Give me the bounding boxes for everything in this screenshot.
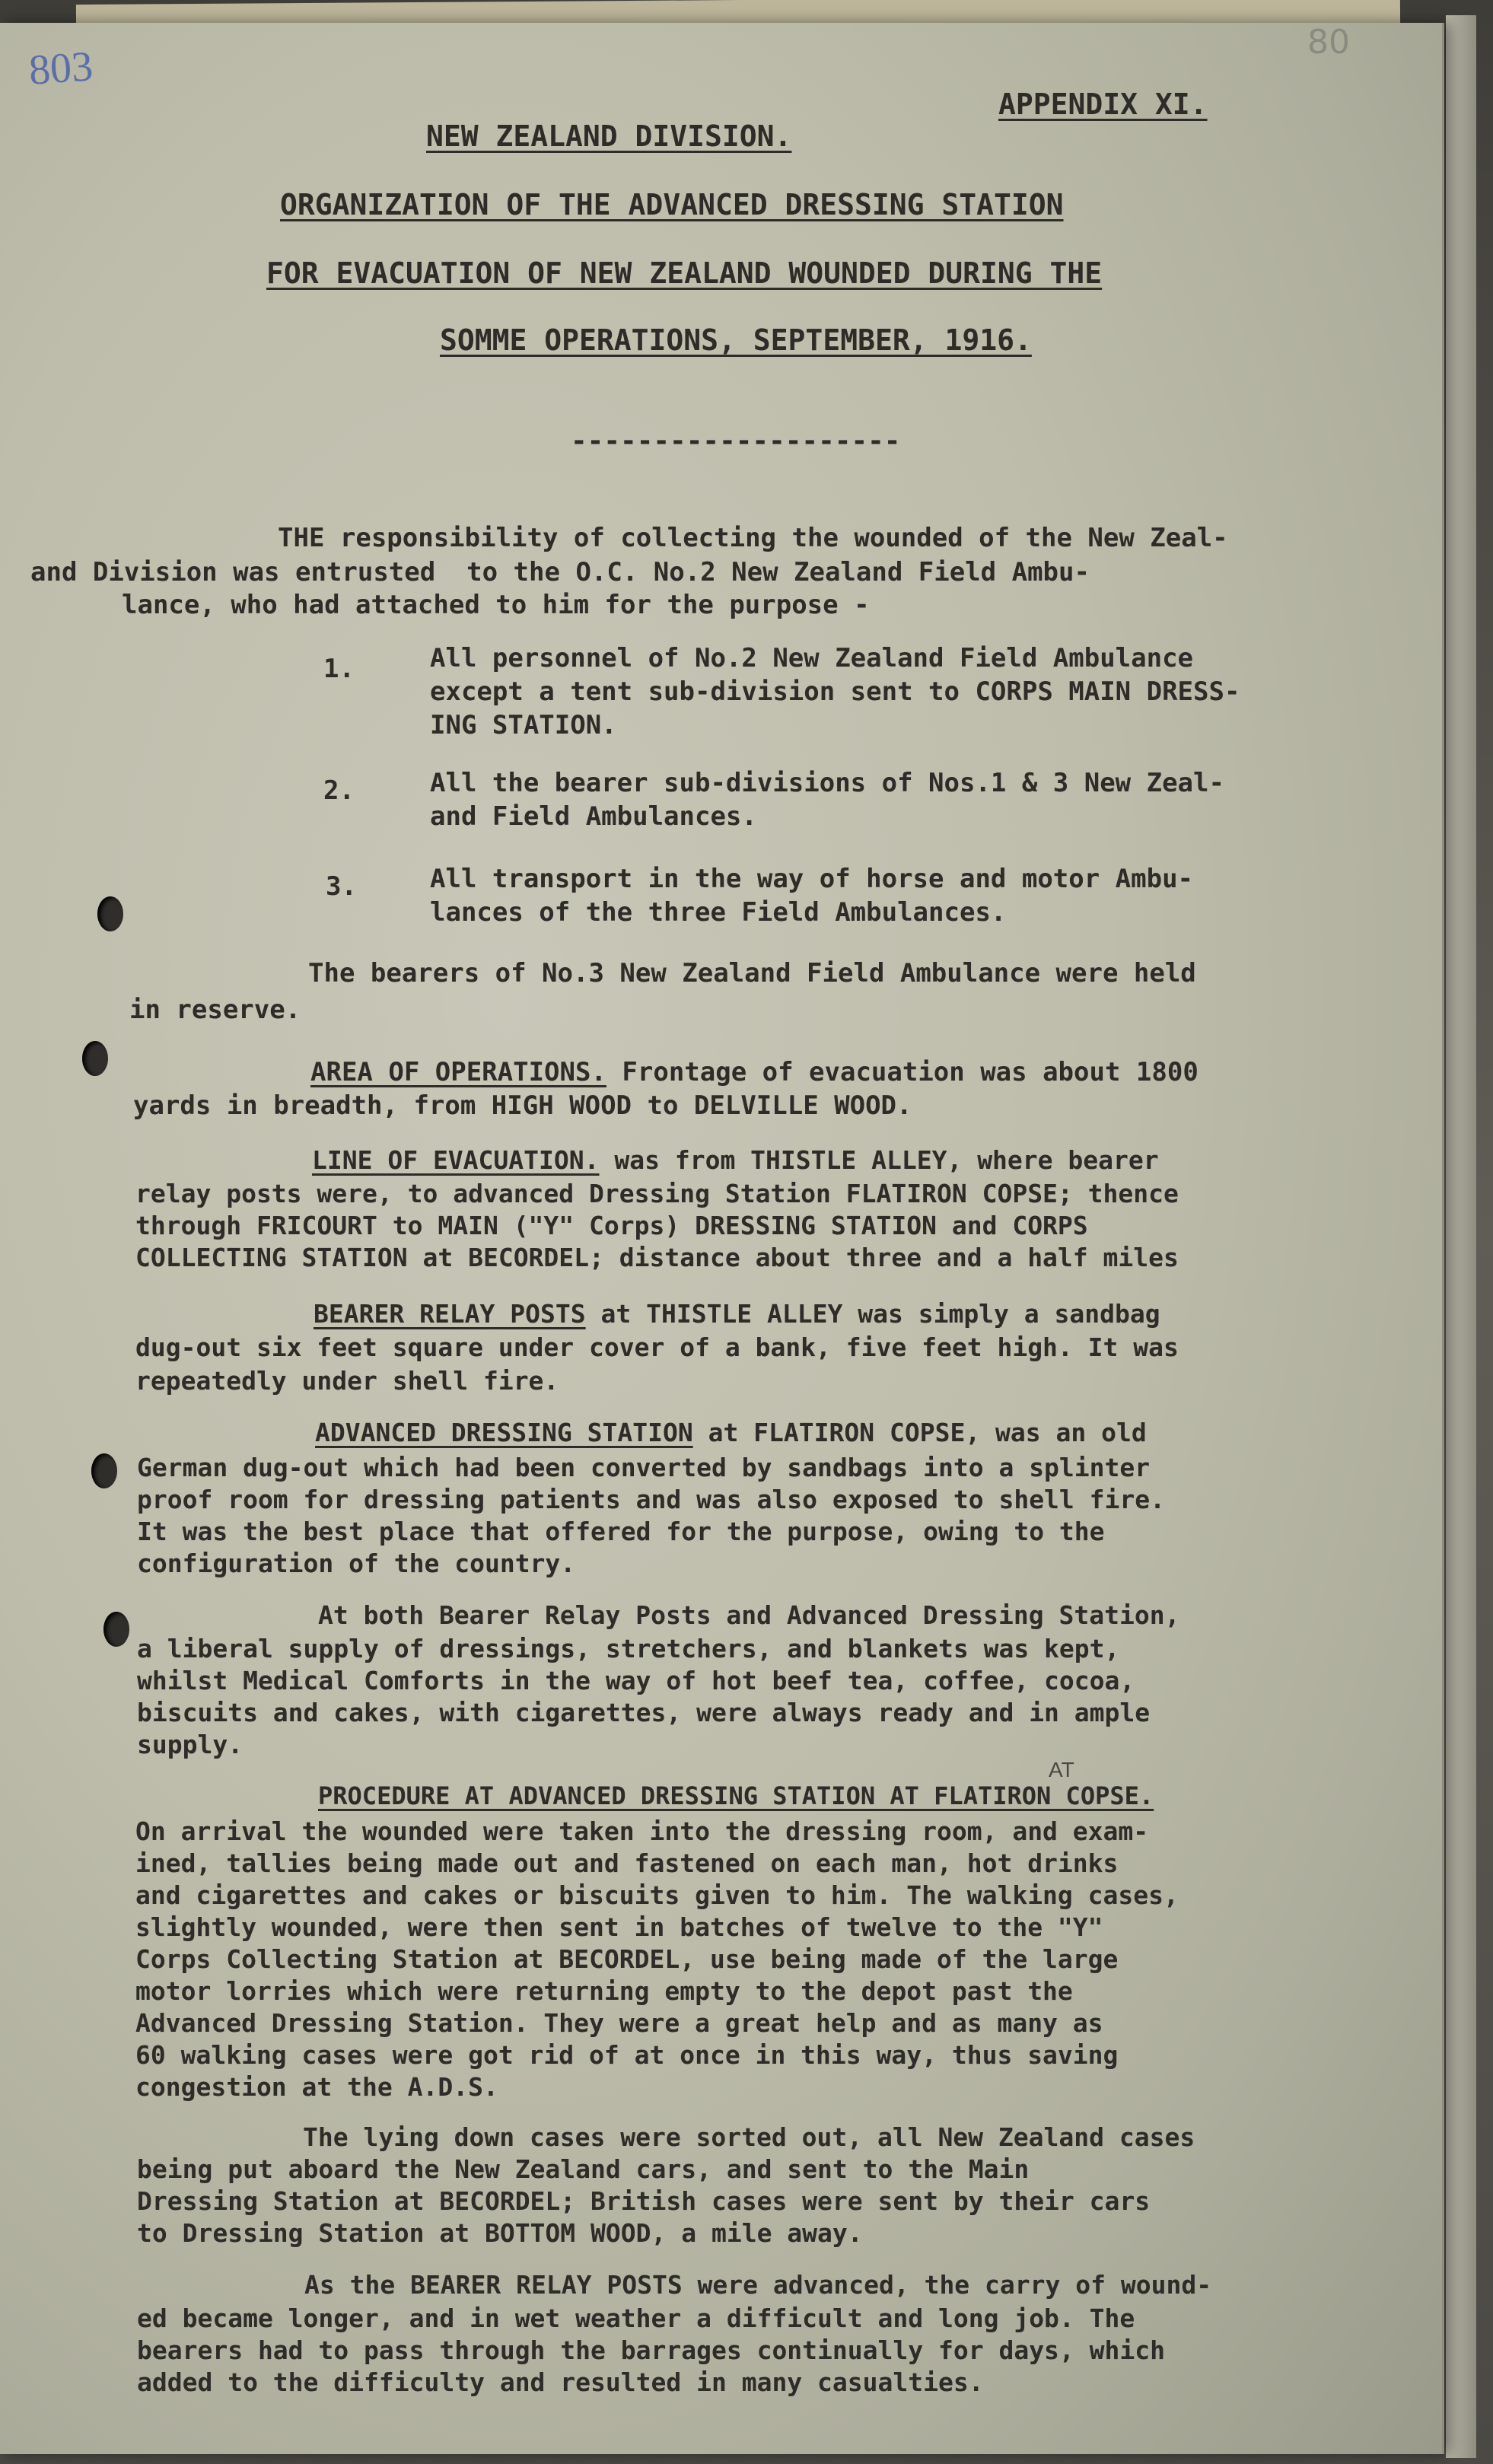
title-line-2: ORGANIZATION OF THE ADVANCED DRESSING STATION bbox=[280, 188, 1064, 221]
procedure-heading: PROCEDURE AT ADVANCED DRESSING STATION AT FLATIRON COPSE. bbox=[318, 1781, 1154, 1810]
relay-line: repeatedly under shell fire. bbox=[135, 1366, 559, 1396]
evac-line: relay posts were, to advanced Dressing Station FLATIRON COPSE; thence bbox=[135, 1179, 1179, 1208]
ads-paragraph-first-line bbox=[315, 1420, 1147, 1445]
area-paragraph-first-line bbox=[310, 1059, 1199, 1085]
punch-hole bbox=[82, 1041, 108, 1076]
procedure-line: slightly wounded, were then sent in batches of twelve to the "Y" bbox=[135, 1912, 1103, 1942]
relay-line: dug-out six feet square under cover of a bank, five feet high. It was bbox=[135, 1332, 1179, 1362]
title-line-3: FOR EVACUATION OF NEW ZEALAND WOUNDED DURING THE bbox=[266, 256, 1103, 290]
list-item-line: All transport in the way of horse and motor Ambu- bbox=[430, 864, 1194, 894]
ads-first-rest: at FLATIRON COPSE, was an old bbox=[692, 1418, 1147, 1447]
relay-paragraph-first-line bbox=[314, 1299, 1160, 1329]
evac-line: COLLECTING STATION at BECORDEL; distance about three and a half miles bbox=[135, 1243, 1179, 1272]
area-line: yards in breadth, from HIGH WOOD to DELVILLE WOOD. bbox=[133, 1090, 912, 1121]
handwritten-at: AT bbox=[1049, 1758, 1074, 1781]
evac-paragraph-first-line bbox=[312, 1145, 1159, 1175]
ads-line: It was the best place that offered for the purpose, owing to the bbox=[137, 1517, 1105, 1546]
area-heading: AREA OF OPERATIONS. bbox=[310, 1057, 606, 1087]
lying-line: being put aboard the New Zealand cars, and sent to the Main bbox=[137, 2154, 1030, 2184]
reserve-line: in reserve. bbox=[129, 995, 301, 1025]
supply-line: supply. bbox=[137, 1730, 244, 1759]
procedure-line: Corps Collecting Station at BECORDEL, use being made of the large bbox=[135, 1944, 1119, 1974]
supply-line: a liberal supply of dressings, stretchers, and blankets was kept, bbox=[137, 1634, 1120, 1663]
supply-line: biscuits and cakes, with cigarettes, were always ready and in ample bbox=[137, 1698, 1151, 1727]
procedure-line: congestion at the A.D.S. bbox=[135, 2072, 498, 2102]
stamp-number: 803 bbox=[27, 43, 95, 94]
supply-line: whilst Medical Comforts in the way of hot beef tea, coffee, cocoa, bbox=[137, 1666, 1135, 1695]
evac-first-rest: was from THISTLE ALLEY, where bearer bbox=[599, 1145, 1159, 1175]
ads-line: configuration of the country. bbox=[137, 1549, 576, 1578]
final-line: added to the difficulty and resulted in many casualties. bbox=[137, 2367, 984, 2397]
list-number: 3. bbox=[326, 871, 357, 902]
ads-heading: ADVANCED DRESSING STATION bbox=[315, 1418, 693, 1447]
list-item-line: All personnel of No.2 New Zealand Field Ambulance bbox=[430, 643, 1194, 673]
list-item-line: except a tent sub-division sent to CORPS MAIN DRESS- bbox=[430, 676, 1240, 707]
punch-hole bbox=[97, 896, 123, 931]
evac-heading: LINE OF EVACUATION. bbox=[312, 1145, 600, 1175]
intro-line: and Division was entrusted to the O.C. No.2 New Zealand Field Ambu- bbox=[30, 557, 1090, 587]
lying-line: The lying down cases were sorted out, all New Zealand cases bbox=[303, 2122, 1195, 2152]
page-edge bbox=[1446, 15, 1476, 2458]
procedure-line: 60 walking cases were got rid of at once in this way, thus saving bbox=[135, 2040, 1119, 2070]
final-line: bearers had to pass through the barrages continually for days, which bbox=[137, 2335, 1166, 2365]
final-line: ed became longer, and in wet weather a difficult and long job. The bbox=[137, 2303, 1135, 2333]
list-number: 1. bbox=[323, 654, 355, 684]
ads-line: proof room for dressing patients and was also exposed to shell fire. bbox=[137, 1485, 1166, 1514]
punch-hole bbox=[91, 1453, 117, 1488]
relay-first-rest: at THISTLE ALLEY was simply a sandbag bbox=[585, 1299, 1160, 1329]
punch-hole bbox=[103, 1612, 129, 1647]
list-item-line: All the bearer sub-divisions of Nos.1 & 3 New Zeal- bbox=[430, 768, 1224, 798]
intro-line: lance, who had attached to him for the purpose - bbox=[122, 590, 870, 620]
procedure-line: motor lorries which were returning empty to the depot past the bbox=[135, 1976, 1073, 2006]
title-line-4: SOMME OPERATIONS, SEPTEMBER, 1916. bbox=[440, 323, 1032, 357]
procedure-line: Advanced Dressing Station. They were a great help and as many as bbox=[135, 2008, 1103, 2038]
procedure-line: and cigarettes and cakes or biscuits given to him. The walking cases, bbox=[135, 1880, 1179, 1910]
area-first-rest: Frontage of evacuation was about 1800 bbox=[606, 1057, 1199, 1087]
list-item-line: lances of the three Field Ambulances. bbox=[430, 897, 1007, 928]
folio-number: 80 bbox=[1307, 23, 1350, 62]
procedure-line: On arrival the wounded were taken into the dressing room, and exam- bbox=[135, 1816, 1149, 1846]
lying-line: Dressing Station at BECORDEL; British cases were sent by their cars bbox=[137, 2186, 1151, 2216]
list-item-line: and Field Ambulances. bbox=[430, 801, 757, 832]
list-item-line: ING STATION. bbox=[430, 710, 617, 740]
procedure-line: ined, tallies being made out and fastened on each man, hot drinks bbox=[135, 1848, 1119, 1878]
list-number: 2. bbox=[323, 775, 355, 806]
relay-heading: BEARER RELAY POSTS bbox=[314, 1299, 586, 1329]
final-line: As the BEARER RELAY POSTS were advanced, the carry of wound- bbox=[304, 2270, 1212, 2300]
intro-line: THE responsibility of collecting the wounded of the New Zeal- bbox=[278, 523, 1228, 553]
reserve-line: The bearers of No.3 New Zealand Field Ambulance were held bbox=[308, 958, 1196, 988]
title-line-1: NEW ZEALAND DIVISION. bbox=[426, 119, 792, 153]
supply-line: At both Bearer Relay Posts and Advanced Dressing Station, bbox=[318, 1600, 1180, 1630]
separator-line: -------------------- bbox=[571, 425, 901, 457]
evac-line: through FRICOURT to MAIN ("Y" Corps) DRESSING STATION and CORPS bbox=[135, 1211, 1088, 1240]
ads-line: German dug-out which had been converted by sandbags into a splinter bbox=[137, 1453, 1151, 1482]
lying-line: to Dressing Station at BOTTOM WOOD, a mile away. bbox=[137, 2218, 863, 2248]
appendix-label: APPENDIX XI. bbox=[998, 88, 1208, 121]
